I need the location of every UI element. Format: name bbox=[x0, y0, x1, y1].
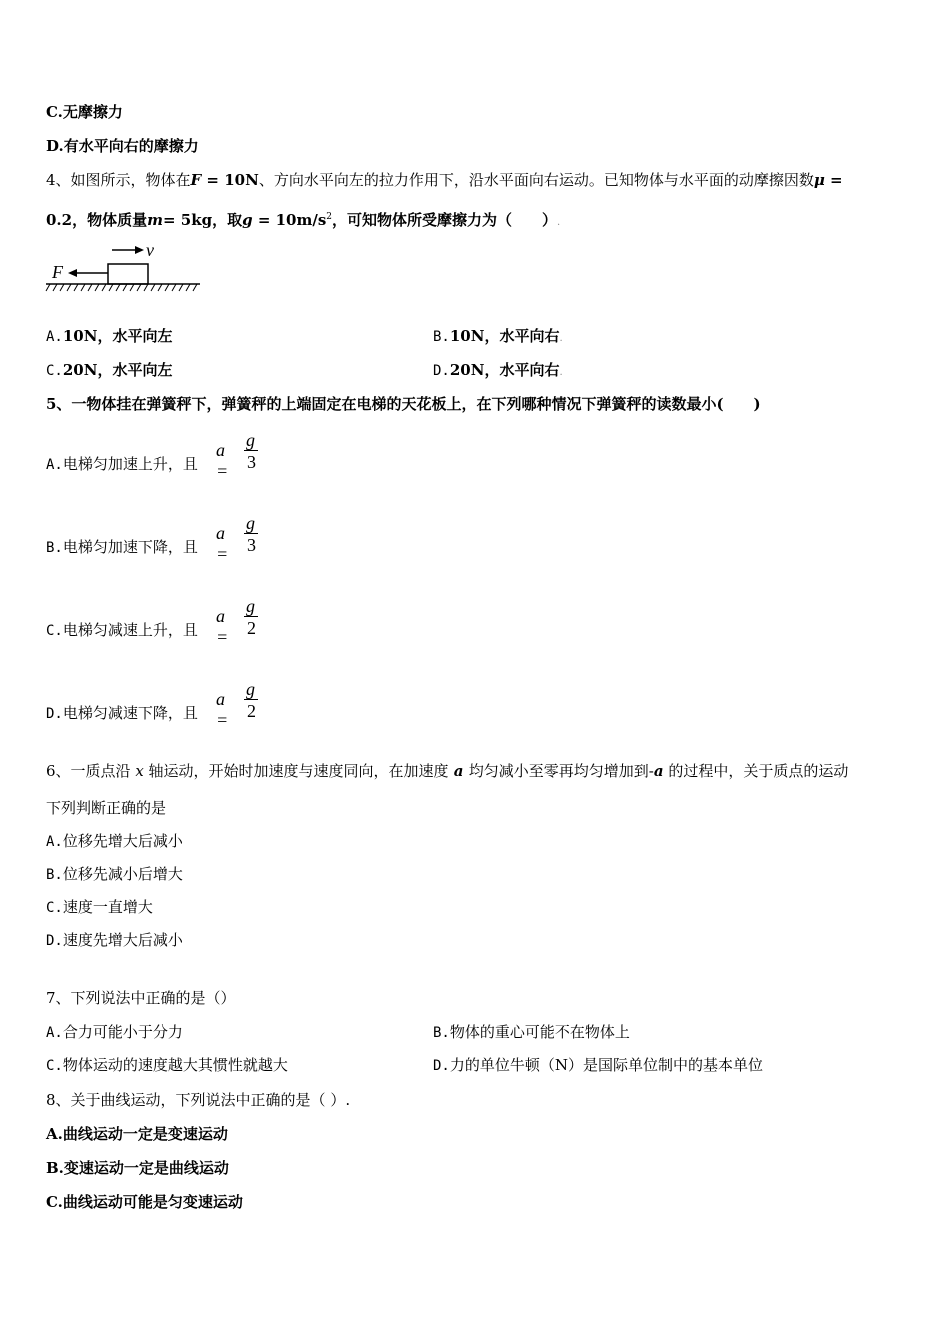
q4-stem-line1: 4、如图所示，物体在F = 10N、方向水平向左的拉力作用下，沿水平面向右运动。已知物体与水平面的动摩擦因数μ = bbox=[46, 171, 843, 189]
q4-option-c: C.20N，水平向左 bbox=[46, 361, 173, 379]
q5-option-a: A.电梯匀加速上升，且 bbox=[46, 455, 198, 473]
q5-option-c: C.电梯匀减速上升，且 bbox=[46, 621, 198, 639]
q4-option-a: A.10N，水平向左 bbox=[46, 327, 173, 345]
q4-option-b: B.10N，水平向右. bbox=[433, 327, 563, 345]
q8-option-a: A.曲线运动一定是变速运动 bbox=[46, 1125, 228, 1143]
force-label: F bbox=[52, 262, 63, 282]
q8-option-c: C.曲线运动可能是匀变速运动 bbox=[46, 1193, 243, 1211]
force-arrowhead bbox=[68, 269, 77, 277]
q3-option-c: C.无摩擦力 bbox=[46, 103, 123, 121]
q7-stem: 7、下列说法中正确的是（） bbox=[46, 989, 236, 1007]
block bbox=[108, 264, 148, 284]
velocity-arrowhead bbox=[135, 246, 144, 254]
q7-option-c: C.物体运动的速度越大其惯性就越大 bbox=[46, 1056, 288, 1074]
q8-stem: 8、关于曲线运动，下列说法中正确的是（ ）. bbox=[46, 1091, 351, 1109]
q8-option-b: B.变速运动一定是曲线运动 bbox=[46, 1159, 229, 1177]
q3-option-d: D.有水平向右的摩擦力 bbox=[46, 137, 199, 155]
q6-option-a: A.位移先增大后减小 bbox=[46, 832, 183, 850]
document-page: C.无摩擦力 D.有水平向右的摩擦力 4、如图所示，物体在F = 10N、方向水平向左的拉力作用下，沿水平面向右运动。已知物体与水平面的动摩擦因数μ = 0.2，物体质量m= 5kg，取$g = 10m/s^2$，可知物体所受摩擦力为（ ）. F v A.10N，水平向左 B.10N，水平向右. C.20N，水平向左 D.20N，水平向右. 5、一物体挂在弹簧秤下，弹簧秤的上端固定在电梯的天花板上，在下列哪种情况下弹簧秤的读数最小( ) A.电梯匀加速上升，且 a = g 3 B.电梯匀加速下降，且 a = g 3 C.电梯匀减速上升，且 a = g 2 D.电梯匀减速下降，且 a = g 2 6、一质点沿 x 轴运动，开始时加速度与速度同向，在加速度 a 均匀减小至零再均匀增加到-a 的过程中，关于质点的运动 下列判断正确的是 A.位移先增大后减小 B.位移先减小后增大 C.速度一直增大 D.速度先增大后减小 7、下列说法中正确的是（） A.合力可能小于分力 B.物体的重心可能不在物体上 C.物体运动的速度越大其惯性就越大 D.力的单位牛顿（N）是国际单位制中的基本单位 8、关于曲线运动，下列说法中正确的是（ ）. A.曲线运动一定是变速运动 B.变速运动一定是曲线运动 C.曲线运动可能是匀变速运动 bbox=[46, 103, 849, 1211]
q4-option-d: D.20N，水平向右. bbox=[433, 361, 563, 379]
q6-option-b: B.位移先减小后增大 bbox=[46, 865, 183, 883]
q7-option-d: D.力的单位牛顿（N）是国际单位制中的基本单位 bbox=[433, 1056, 763, 1074]
q6-option-c: C.速度一直增大 bbox=[46, 898, 153, 916]
q6-option-d: D.速度先增大后减小 bbox=[46, 931, 183, 949]
ground-hatch bbox=[46, 284, 197, 291]
velocity-label: v bbox=[146, 240, 154, 260]
q4-force-diagram bbox=[44, 240, 204, 294]
q4-stem-line2: 0.2，物体质量m= 5kg，取$g = 10m/s^2$，可知物体所受摩擦力为（ ）. bbox=[46, 211, 561, 229]
q6-stem-line2: 下列判断正确的是 bbox=[46, 799, 167, 817]
q5-option-d: D.电梯匀减速下降，且 bbox=[46, 704, 198, 722]
q5-stem: 5、一物体挂在弹簧秤下，弹簧秤的上端固定在电梯的天花板上，在下列哪种情况下弹簧秤的读数最小( ) bbox=[46, 395, 761, 413]
q7-option-a: A.合力可能小于分力 bbox=[46, 1023, 183, 1041]
q7-option-b: B.物体的重心可能不在物体上 bbox=[433, 1023, 630, 1041]
q5-option-b: B.电梯匀加速下降，且 bbox=[46, 538, 198, 556]
q6-stem-line1: 6、一质点沿 x 轴运动，开始时加速度与速度同向，在加速度 a 均匀减小至零再均匀增加到-a 的过程中，关于质点的运动 bbox=[46, 762, 849, 780]
